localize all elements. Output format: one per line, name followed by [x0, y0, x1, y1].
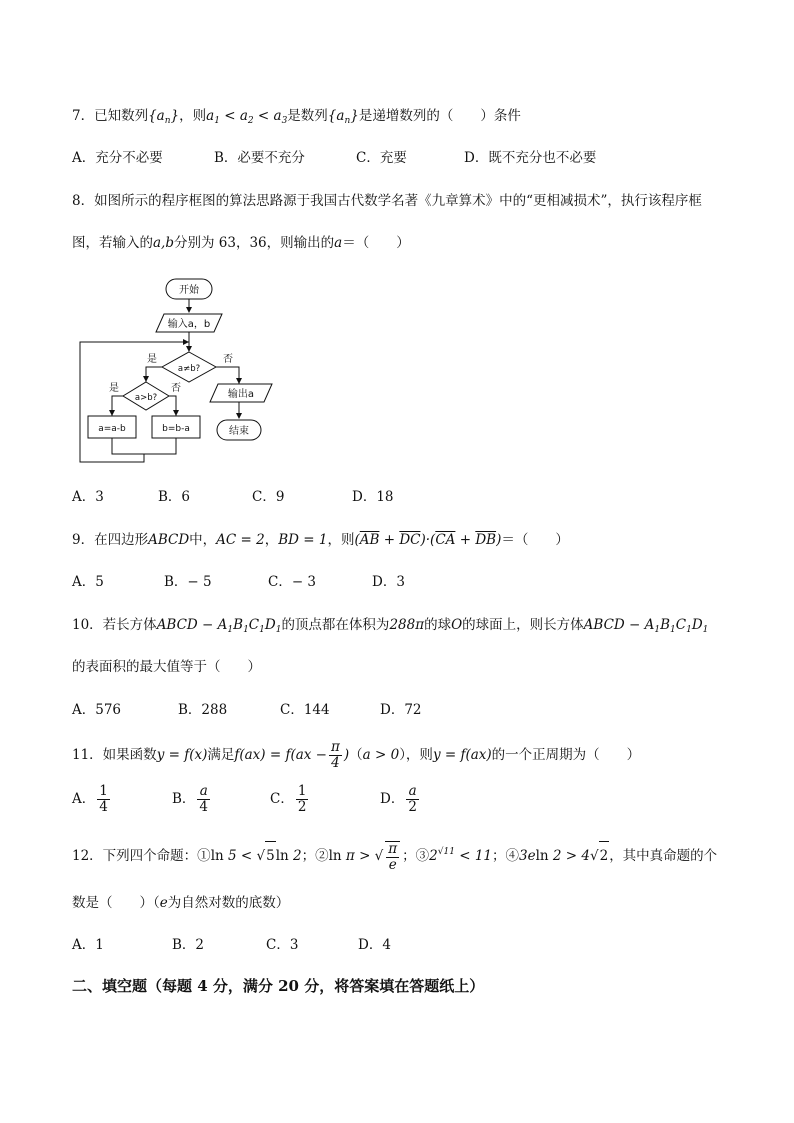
q12-options: [72, 935, 472, 955]
q8-option-b: B．6: [158, 489, 191, 505]
section-heading-fill-in: 二、填空题（每题 4 分，满分 20 分，将答案填在答题纸上）: [72, 977, 485, 995]
q11-option-d: D． $\frac{a}{2}$: [380, 783, 417, 815]
flow-no1-label: 否: [223, 354, 233, 365]
q12-option-d: D．4: [358, 937, 391, 953]
q7-stem: 7．已知数列$\{a_n\}$，则$a_1 < a_2 < a_3$是数列$\{a_n\}$是递增数列的（ ）条件: [72, 108, 521, 126]
flow-assign-a-label: a=a-b: [98, 424, 126, 434]
q9-option-b: B．− 5: [164, 574, 212, 590]
q7-options: [72, 148, 732, 168]
q12-stem-line1: 12．下列四个命题：①ln 5 < √5ln 2；②ln π > √ $\frac{\pi}{e}$ ；$③2^{√11} < 11$；④3eln 2 > 4√2，其中真命题的个: [72, 840, 718, 873]
q9-stem: 9．在四边形ABCD中，AC = 2，BD = 1，则$(\overline{AB} + \overline{DC})\cdot(\overline{CA} + \overline{DB})=$（ ）: [72, 532, 569, 548]
q8-option-d: D．18: [352, 489, 394, 505]
q8-options: [72, 487, 472, 507]
q10-option-b: B．288: [178, 702, 228, 718]
q9-option-a: A．5: [72, 574, 104, 590]
flow-input-label: 输入a，b: [167, 319, 211, 330]
q7-option-c: C．充要: [356, 150, 407, 166]
q11-option-a: A． $\frac{1}{4}$: [72, 783, 108, 815]
q8-stem-line2: 图，若输入的a,b分别为 63，36，则输出的a＝（ ）: [72, 235, 410, 251]
q7-option-d: D．既不充分也不必要: [464, 150, 597, 166]
q10-stem-line2: 的表面积的最大值等于（ ）: [72, 659, 261, 675]
q12-stem-line2: 数是（ ）（e为自然对数的底数）: [72, 895, 290, 911]
q10-option-a: A．576: [72, 702, 122, 718]
q9-option-d: D．3: [372, 574, 405, 590]
flow-cond2-label: a>b?: [134, 393, 158, 403]
q12-option-c: C．3: [266, 937, 299, 953]
q9-option-c: C．− 3: [268, 574, 317, 590]
q7-option-a: A．充分不必要: [72, 150, 163, 166]
q10-option-d: D．72: [380, 702, 422, 718]
flow-yes2-label: 是: [109, 383, 119, 394]
q8-stem-line1: 8．如图所示的程序框图的算法思路源于我国古代数学名著《九章算术》中的“更相减损术”，执行该程序框: [72, 193, 702, 209]
flow-yes1-label: 是: [147, 354, 157, 365]
flow-end-label: 结束: [229, 426, 249, 437]
q9-options: [72, 572, 472, 592]
q10-option-c: C．144: [280, 702, 330, 718]
flowchart: [76, 272, 286, 464]
flow-output-label: 输出a: [227, 389, 255, 400]
flow-assign-b-label: b=b-a: [162, 424, 190, 434]
q12-option-b: B．2: [172, 937, 205, 953]
flow-start-label: 开始: [179, 285, 199, 296]
q11-option-b: B． $\frac{a}{4}$: [172, 783, 209, 815]
q12-option-a: A．1: [72, 937, 104, 953]
q7-option-b: B．必要不充分: [214, 150, 305, 166]
flow-cond1-label: a≠b?: [177, 364, 201, 374]
q11-stem: 11．如果函数y = f(x)满足f(ax) = f(ax − $\frac{\pi}{4}$ )（a > 0），则y = f(ax)的一个正周期为（ ）: [72, 739, 641, 771]
q8-option-c: C．9: [252, 489, 285, 505]
q10-options: [72, 700, 472, 720]
q11-options: [72, 778, 492, 816]
flow-no2-label: 否: [171, 383, 181, 394]
q8-option-a: A．3: [72, 489, 104, 505]
q10-stem-line1: 10．若长方体ABCD − $A_1B_1C_1D_1$的顶点都在体积为288π的球O的球面上，则长方体ABCD − $A_1B_1C_1D_1$: [72, 617, 709, 635]
q11-option-c: C． $\frac{1}{2}$: [270, 783, 307, 815]
